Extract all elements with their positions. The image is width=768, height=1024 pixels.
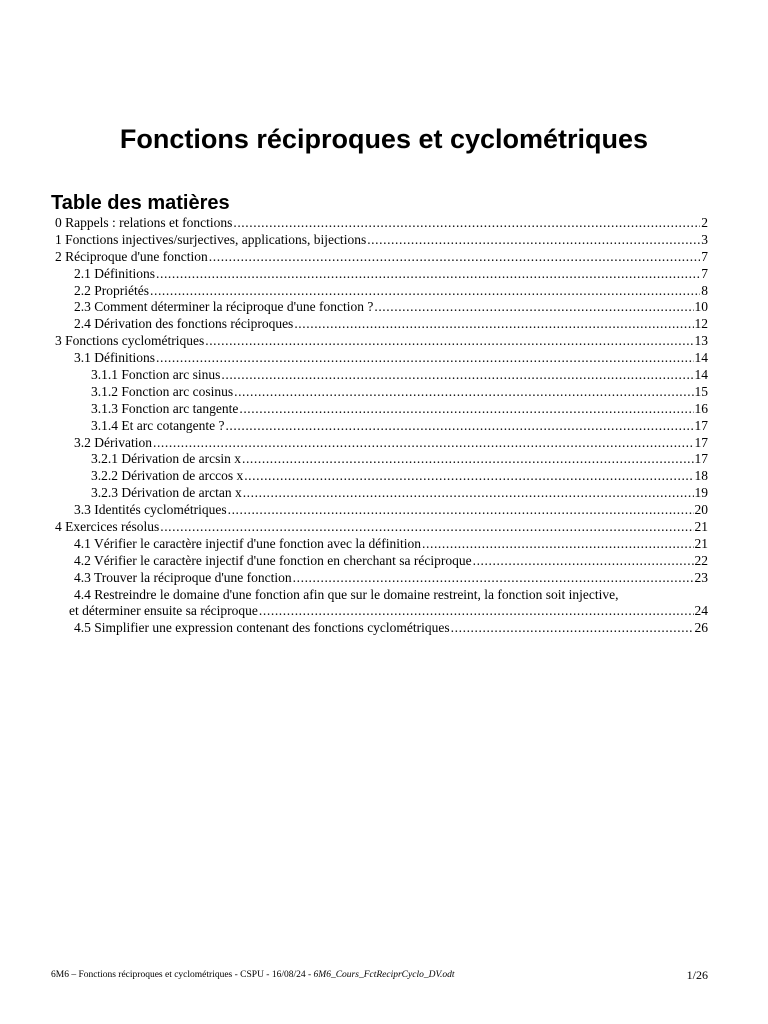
toc-entry-page: 21 <box>694 519 708 535</box>
toc-entry[interactable] <box>0 502 768 519</box>
table-of-contents <box>0 215 768 637</box>
toc-entry-page: 12 <box>694 316 708 332</box>
toc-entry-label: 4 Exercices résolus <box>55 519 160 535</box>
toc-entry-page: 20 <box>694 502 708 518</box>
toc-entry-label: 3.1.1 Fonction arc sinus <box>91 367 221 383</box>
toc-leader-dots <box>259 603 694 620</box>
toc-entry[interactable] <box>0 232 768 249</box>
toc-leader-dots <box>225 418 693 435</box>
toc-entry[interactable] <box>0 316 768 333</box>
toc-leader-dots <box>422 536 693 553</box>
toc-entry-page: 22 <box>694 552 708 568</box>
toc-entry[interactable] <box>0 418 768 435</box>
toc-heading: Table des matières <box>51 192 230 214</box>
footer-page-number: 1/26 <box>686 968 708 982</box>
toc-entry-label: 3.3 Identités cyclométriques <box>74 502 227 518</box>
toc-leader-dots <box>243 485 694 502</box>
toc-entry[interactable] <box>0 536 768 553</box>
toc-entry-label-line2: et déterminer ensuite sa réciproque <box>69 603 258 619</box>
toc-entry-page: 17 <box>694 434 708 450</box>
toc-entry[interactable] <box>0 451 768 468</box>
toc-entry-page: 17 <box>694 417 708 433</box>
toc-leader-dots <box>205 333 693 350</box>
toc-entry[interactable] <box>0 485 768 502</box>
toc-entry[interactable] <box>0 350 768 367</box>
toc-leader-dots <box>153 435 694 452</box>
toc-entry[interactable] <box>0 519 768 536</box>
toc-entry[interactable] <box>0 553 768 570</box>
toc-entry-page: 17 <box>694 451 708 467</box>
toc-entry-page: 24 <box>694 603 708 619</box>
toc-leader-dots <box>473 553 694 570</box>
toc-entry[interactable] <box>0 435 768 452</box>
document-title: Fonctions réciproques et cyclométriques <box>119 124 649 154</box>
toc-entry-page: 2 <box>701 215 708 230</box>
toc-leader-dots <box>242 451 694 468</box>
toc-entry-label: 3.2.3 Dérivation de arctan x <box>91 485 242 501</box>
toc-leader-dots <box>150 283 700 300</box>
footer-left-text: 6M6 – Fonctions réciproques et cyclométriques - CSPU - 16/08/24 - <box>51 970 314 980</box>
toc-leader-dots <box>160 519 693 536</box>
toc-entry[interactable] <box>0 587 768 621</box>
toc-entry-page: 14 <box>694 367 708 383</box>
toc-entry-page: 14 <box>694 350 708 366</box>
toc-leader-dots <box>367 232 700 249</box>
toc-entry-label: 4.1 Vérifier le caractère injectif d'une fonction avec la définition <box>74 535 422 551</box>
toc-entry-page: 19 <box>694 485 708 501</box>
toc-entry-label: 3.1 Définitions <box>74 350 155 366</box>
toc-entry-label: 3.2.2 Dérivation de arccos x <box>91 468 244 484</box>
toc-entry[interactable] <box>0 299 768 316</box>
toc-leader-dots <box>244 468 693 485</box>
toc-entry-page: 10 <box>694 299 708 315</box>
toc-entry-label: 3 Fonctions cyclométriques <box>55 333 205 349</box>
toc-leader-dots <box>374 299 693 316</box>
toc-entry[interactable] <box>0 283 768 300</box>
toc-entry-label: 2.1 Définitions <box>74 265 155 281</box>
toc-entry-page: 23 <box>694 569 708 585</box>
toc-leader-dots <box>294 316 693 333</box>
toc-entry-page: 13 <box>694 333 708 349</box>
toc-entry[interactable] <box>0 266 768 283</box>
toc-leader-dots <box>209 249 700 266</box>
toc-entry-label: 4.3 Trouver la réciproque d'une fonction <box>74 569 292 585</box>
toc-leader-dots <box>156 266 700 283</box>
toc-entry[interactable] <box>0 401 768 418</box>
toc-entry-label: 3.2.1 Dérivation de arcsin x <box>91 451 241 467</box>
toc-entry[interactable] <box>0 620 768 637</box>
toc-leader-dots <box>228 502 694 519</box>
toc-leader-dots <box>239 401 693 418</box>
toc-entry-page: 3 <box>701 231 708 247</box>
toc-entry-page: 16 <box>694 400 708 416</box>
toc-entry-label: 4.5 Simplifier une expression contenant des fonctions cyclométriques <box>74 620 450 636</box>
toc-entry-label: 3.1.2 Fonction arc cosinus <box>91 383 234 399</box>
toc-entry[interactable] <box>0 333 768 350</box>
toc-entry[interactable] <box>0 570 768 587</box>
toc-entry-label: 2.3 Comment déterminer la réciproque d'une fonction ? <box>74 299 374 315</box>
toc-entry[interactable] <box>0 367 768 384</box>
toc-leader-dots <box>293 570 694 587</box>
toc-entry-label: 2.4 Dérivation des fonctions réciproques <box>74 316 294 332</box>
toc-entry-label: 2 Réciproque d'une fonction <box>55 248 208 264</box>
toc-entry-label-line1: 4.4 Restreindre le domaine d'une fonction afin que sur le domaine restreint, la fonction soit injective, <box>74 586 619 602</box>
toc-entry[interactable] <box>0 384 768 401</box>
toc-entry[interactable] <box>0 215 768 232</box>
toc-entry[interactable] <box>0 468 768 485</box>
toc-entry-label: 1 Fonctions injectives/surjectives, applications, bijections <box>55 231 367 247</box>
toc-entry-page: 18 <box>694 468 708 484</box>
toc-entry-label: 4.2 Vérifier le caractère injectif d'une fonction en cherchant sa réciproque <box>74 552 472 568</box>
toc-entry-page: 15 <box>694 383 708 399</box>
toc-entry[interactable] <box>0 249 768 266</box>
toc-entry-page: 21 <box>694 535 708 551</box>
toc-entry-label: 3.1.4 Et arc cotangente ? <box>91 417 225 433</box>
footer-info <box>51 968 455 982</box>
toc-leader-dots <box>221 367 693 384</box>
footer-filename: 6M6_Cours_FctReciprCyclo_DV.odt <box>313 970 455 980</box>
toc-entry-page: 7 <box>701 265 708 281</box>
toc-entry-page: 8 <box>701 282 708 298</box>
toc-leader-dots <box>233 215 700 232</box>
page-footer <box>51 968 708 982</box>
toc-leader-dots <box>156 350 694 367</box>
toc-entry-page: 26 <box>694 620 708 636</box>
toc-leader-dots <box>234 384 693 401</box>
toc-entry-label: 3.1.3 Fonction arc tangente <box>91 400 239 416</box>
toc-entry-label: 3.2 Dérivation <box>74 434 152 450</box>
toc-entry-label: 2.2 Propriétés <box>74 282 149 298</box>
toc-leader-dots <box>451 620 694 637</box>
toc-entry-page: 7 <box>701 248 708 264</box>
toc-entry-label: 0 Rappels : relations et fonctions <box>55 215 233 230</box>
